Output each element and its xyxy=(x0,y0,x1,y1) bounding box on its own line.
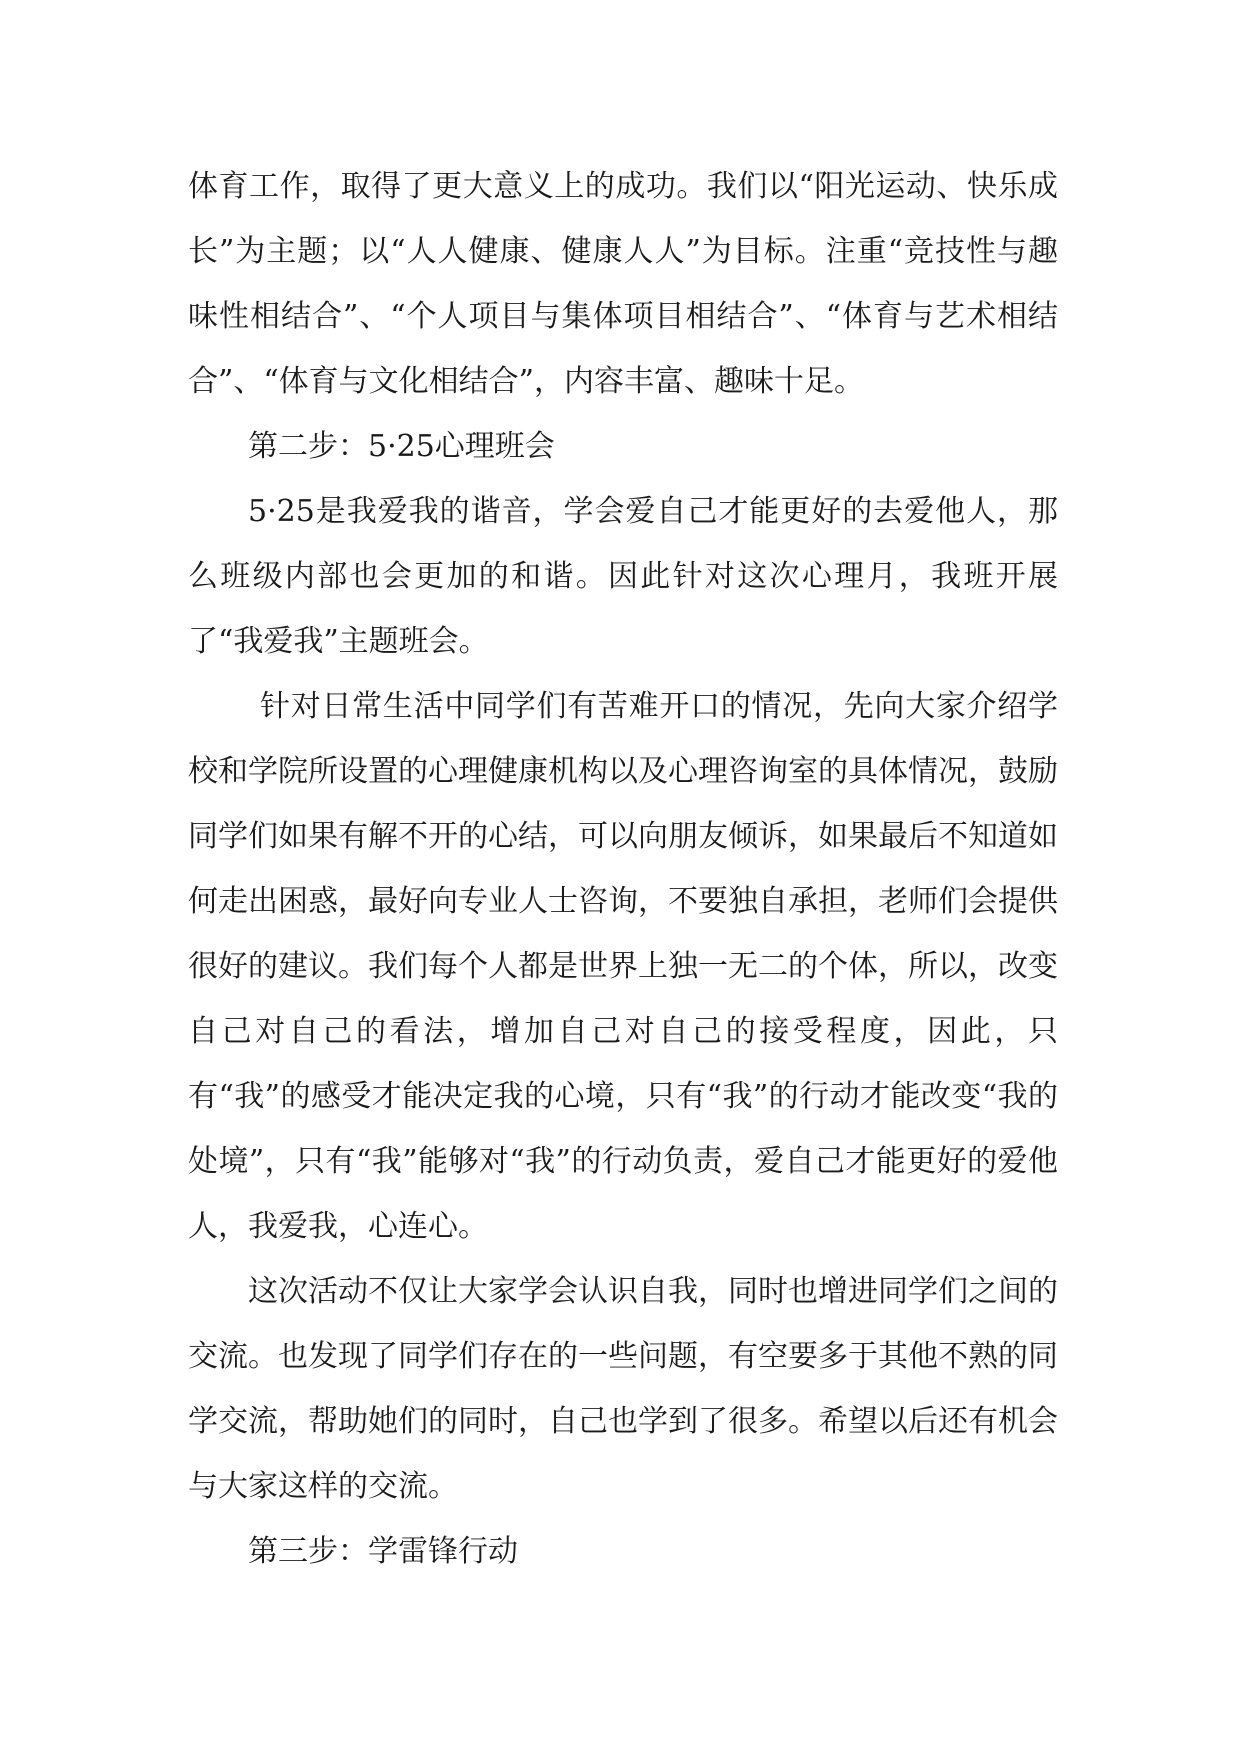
heading-step-two: 第二步：5·25心理班会 xyxy=(248,429,555,464)
document-body xyxy=(188,154,1058,1584)
paragraph-counseling: 针对日常生活中同学们有苦难开口的情况，先向大家介绍学校和学院所设置的心理健康机构以及心理咨询室的具体情况，鼓励同学们如果有解不开的心结，可以向朋友倾诉，如果最后不知道如何走出困惑，最好向专业人士咨询，不要独自承担，老师们会提供很好的建议。我们每个人都是世界上独一无二的个体，所以，改变自己对自己的看法，增加自己对自己的接受程度，因此，只有“我”的感受才能决定我的心境，只有“我”的行动才能改变“我的处境”，只有“我”能够对“我”的行动负责，爱自己才能更好的爱他人，我爱我，心连心。 xyxy=(188,689,1058,1244)
paragraph-activity-reflection: 这次活动不仅让大家学会认识自我，同时也增进同学们之间的交流。也发现了同学们存在的一些问题，有空要多于其他不熟的同学交流，帮助她们的同时，自己也学到了很多。希望以后还有机会与大家这样的交流。 xyxy=(188,1274,1058,1504)
paragraph-sports-summary: 体育工作，取得了更大意义上的成功。我们以“阳光运动、快乐成长”为主题；以“人人健康、健康人人”为目标。注重“竞技性与趣味性相结合”、“个人项目与集体项目相结合”、“体育与艺术相结合”、“体育与文化相结合”，内容丰富、趣味十足。 xyxy=(188,169,1058,399)
paragraph-525-intro: 5·25是我爱我的谐音，学会爱自己才能更好的去爱他人，那么班级内部也会更加的和谐。因此针对这次心理月，我班开展了“我爱我”主题班会。 xyxy=(188,494,1058,659)
heading-step-three: 第三步：学雷锋行动 xyxy=(248,1534,518,1569)
